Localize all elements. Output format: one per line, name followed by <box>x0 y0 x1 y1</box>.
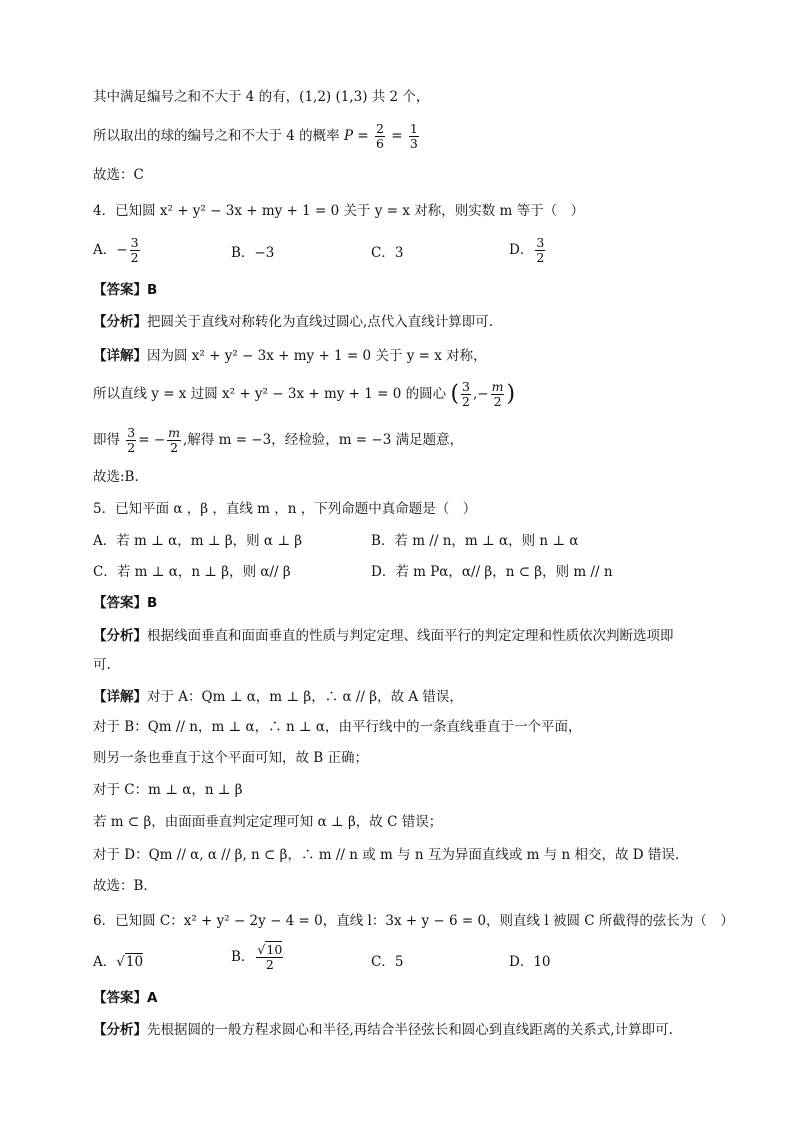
probability-symbol: P = <box>343 128 369 144</box>
question-5: 5．已知平面 α ，β ，直线 m ，n ，下列命题中真命题是（ ） <box>93 501 477 517</box>
q4-option-a: A．− $\frac{3}{2}$ <box>93 235 139 265</box>
q6-analysis: 【分析】先根据圆的一般方程求圆心和半径,再结合半径弦长和圆心到直线距离的关系式,计算即可. <box>93 1022 673 1038</box>
prev-answer-select: 故选：C <box>93 167 144 183</box>
q5-detail-6: 对于 D：Qm // α, α // β, n ⊂ β，∴ m // n 或 m 与 n 互为异面直线或 m 与 n 相交，故 D 错误. <box>93 847 680 863</box>
q5-option-c: C．若 m ⊥ α，n ⊥ β，则 α// β <box>93 564 291 580</box>
q4-analysis: 【分析】把圆关于直线对称转化为直线过圆心,点代入直线计算即可. <box>93 314 494 330</box>
q6-answer: 【答案】A <box>93 990 158 1006</box>
fraction-1-3: $\frac{1}{3}$ <box>409 121 418 151</box>
question-6: 6．已知圆 C：x² + y² − 2y − 4 = 0，直线 l：3x + y − 6 = 0，则直线 l 被圆 C 所截得的弦长为（ ） <box>93 913 734 929</box>
q5-answer: 【答案】B <box>93 595 158 611</box>
q6-option-b: B． $\frac{√10}{2}$ <box>231 942 283 972</box>
question-4: 4．已知圆 x² + y² − 3x + my + 1 = 0 关于 y = x 对称，则实数 m 等于（ ） <box>93 203 585 219</box>
q5-detail-4: 对于 C：m ⊥ α，n ⊥ β <box>93 782 243 798</box>
line-count-pairs: 其中满足编号之和不大于 4 的有，(1,2) (1,3) 共 2 个， <box>93 89 430 105</box>
q5-option-b: B．若 m // n，m ⊥ α，则 n ⊥ α <box>371 533 579 549</box>
q5-analysis-1: 【分析】根据线面垂直和面面垂直的性质与判定定理、线面平行的判定定理和性质依次判断选项即 <box>93 628 674 644</box>
q4-option-b: B．−3 <box>231 245 275 261</box>
q4-select: 故选:B． <box>93 469 148 485</box>
q6-option-c: C．5 <box>371 954 404 970</box>
q4-detail-2: 所以直线 y = x 过圆 x² + y² − 3x + my + 1 = 0 的圆心 ( $\frac{3}{2}$ ,− $\frac{m}{2}$ ) <box>93 379 516 409</box>
q4-option-d: D． $\frac{3}{2}$ <box>509 235 545 265</box>
q5-option-d: D．若 m Pα，α// β，n ⊂ β，则 m // n <box>371 564 613 580</box>
q5-detail-1: 【详解】对于 A：Qm ⊥ α，m ⊥ β，∴ α // β，故 A 错误， <box>93 689 463 705</box>
q6-option-a: A．√10 <box>93 954 144 970</box>
equals-sign: = <box>391 128 403 144</box>
q4-detail-3: 即得 $\frac{3}{2}$ = − $\frac{m}{2}$ ,解得 m = −3，经检验，m = −3 满足题意， <box>93 425 464 455</box>
q5-detail-3: 则另一条也垂直于这个平面可知，故 B 正确； <box>93 750 369 766</box>
q4-option-c: C．3 <box>371 245 404 261</box>
q4-answer: 【答案】B <box>93 282 158 298</box>
q5-detail-5: 若 m ⊂ β，由面面垂直判定定理可知 α ⊥ β，故 C 错误； <box>93 814 443 830</box>
probability-text: 所以取出的球的编号之和不大于 4 的概率 <box>93 128 340 144</box>
q5-analysis-2: 可. <box>93 657 111 673</box>
fraction-2-6: $\frac{2}{6}$ <box>375 121 384 151</box>
q6-option-d: D．10 <box>509 954 551 970</box>
q5-detail-2: 对于 B：Qm // n，m ⊥ α，∴ n ⊥ α，由平行线中的一条直线垂直于一个平面， <box>93 719 582 735</box>
line-probability <box>93 122 421 151</box>
q5-option-a: A．若 m ⊥ α，m ⊥ β，则 α ⊥ β <box>93 533 303 549</box>
q4-detail-1: 【详解】因为圆 x² + y² − 3x + my + 1 = 0 关于 y = x 对称， <box>93 348 487 364</box>
q5-select: 故选：B． <box>93 878 157 894</box>
